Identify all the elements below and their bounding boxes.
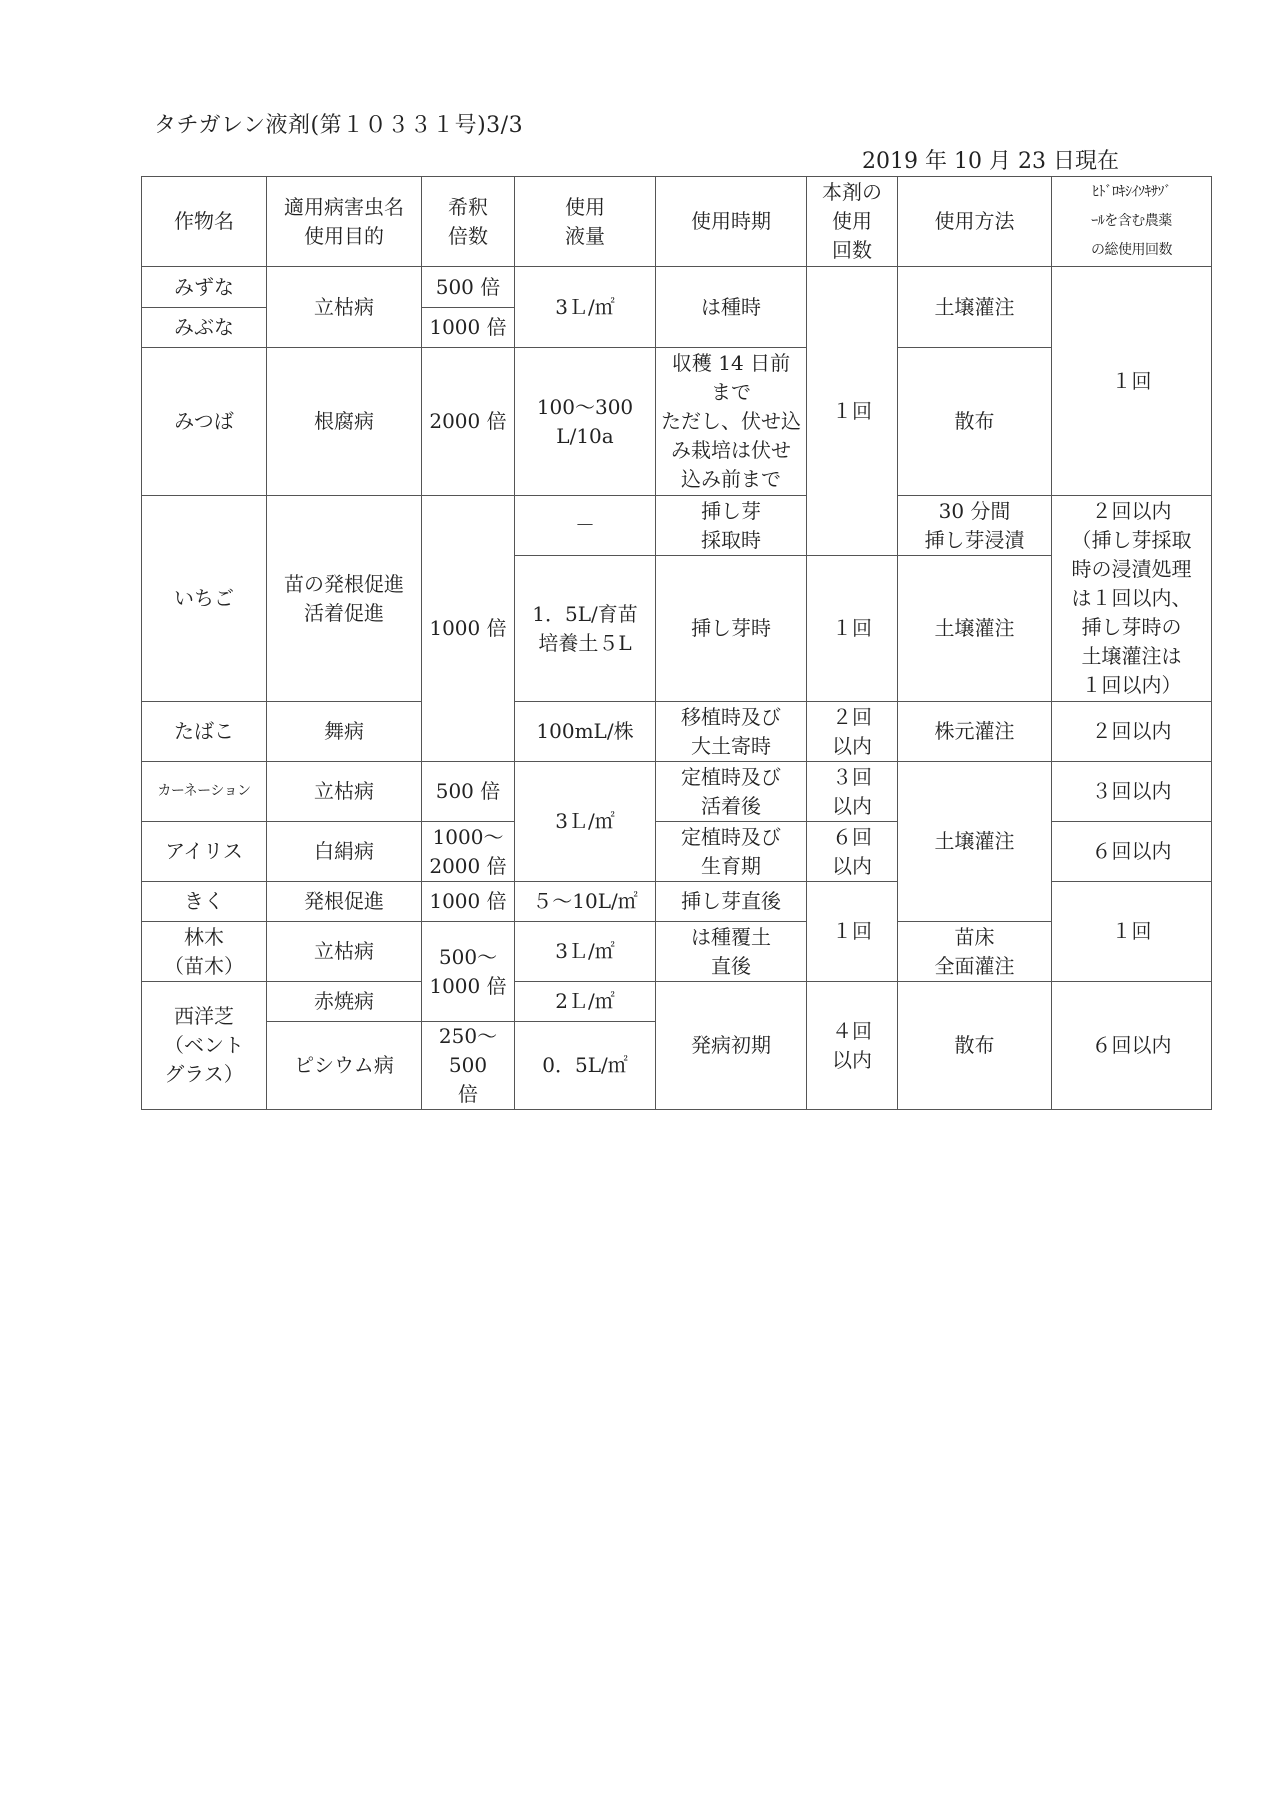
count-cell: ４回 以内	[807, 982, 898, 1110]
timing-cell: 発病初期	[656, 982, 807, 1110]
target-cell: 白絹病	[267, 822, 422, 882]
volume-cell: 100mL/株	[515, 702, 656, 762]
dilution-cell: 250～500 倍	[422, 1022, 515, 1110]
header-method: 使用方法	[898, 177, 1052, 267]
crop-cell: みぶな	[142, 308, 267, 348]
crop-cell: たばこ	[142, 702, 267, 762]
crop-cell: みずな	[142, 267, 267, 308]
count-cell: １回	[807, 267, 898, 556]
timing-cell: は種時	[656, 267, 807, 348]
crop-cell: きく	[142, 882, 267, 922]
timing-cell: 挿し芽直後	[656, 882, 807, 922]
volume-cell: 0．5L/㎡	[515, 1022, 656, 1110]
total-cell: ６回以内	[1052, 822, 1212, 882]
target-cell: 立枯病	[267, 267, 422, 348]
table-row	[142, 348, 1212, 496]
target-cell: 立枯病	[267, 922, 422, 982]
timing-cell: 挿し芽時	[656, 556, 807, 702]
total-cell: ３回以内	[1052, 762, 1212, 822]
volume-cell: 3Ｌ/㎡	[515, 267, 656, 348]
method-cell: 30 分間 挿し芽浸漬	[898, 496, 1052, 556]
header-count: 本剤の 使用 回数	[807, 177, 898, 267]
count-cell: ６回 以内	[807, 822, 898, 882]
volume-cell: 1．5L/育苗 培養土５L	[515, 556, 656, 702]
crop-cell: アイリス	[142, 822, 267, 882]
method-cell: 株元灌注	[898, 702, 1052, 762]
dilution-cell: 1000 倍	[422, 496, 515, 762]
method-cell: 散布	[898, 348, 1052, 496]
table-row	[142, 702, 1212, 762]
table-row	[142, 882, 1212, 922]
target-cell: 根腐病	[267, 348, 422, 496]
table-row	[142, 822, 1212, 882]
total-cell: ６回以内	[1052, 982, 1212, 1110]
target-cell: 赤焼病	[267, 982, 422, 1022]
timing-cell: 移植時及び 大土寄時	[656, 702, 807, 762]
volume-cell: 2Ｌ/㎡	[515, 982, 656, 1022]
registration-table	[141, 176, 1212, 1110]
table-header-row	[142, 177, 1212, 267]
target-cell: 発根促進	[267, 882, 422, 922]
document-title: タチガレン液剤(第１０３３１号)3/3	[154, 113, 524, 138]
target-cell: 立枯病	[267, 762, 422, 822]
header-timing: 使用時期	[656, 177, 807, 267]
count-cell: ２回 以内	[807, 702, 898, 762]
dilution-cell: 500 倍	[422, 267, 515, 308]
document-date: 2019 年 10 月 23 日現在	[862, 149, 1119, 174]
target-cell: 舞病	[267, 702, 422, 762]
target-cell: 苗の発根促進 活着促進	[267, 496, 422, 702]
count-cell: １回	[807, 882, 898, 982]
header-target: 適用病害虫名 使用目的	[267, 177, 422, 267]
dilution-cell: 1000～ 2000 倍	[422, 822, 515, 882]
crop-cell: いちご	[142, 496, 267, 702]
total-cell: １回	[1052, 267, 1212, 496]
volume-cell: ５～10L/㎡	[515, 882, 656, 922]
table-row	[142, 267, 1212, 308]
timing-cell: 定植時及び 活着後	[656, 762, 807, 822]
timing-cell: 挿し芽 採取時	[656, 496, 807, 556]
dilution-cell: 1000 倍	[422, 882, 515, 922]
crop-cell: カーネーション	[142, 762, 267, 822]
timing-cell: は種覆土 直後	[656, 922, 807, 982]
method-cell: 苗床 全面灌注	[898, 922, 1052, 982]
volume-cell: －	[515, 496, 656, 556]
target-cell: ピシウム病	[267, 1022, 422, 1110]
method-cell: 土壌灌注	[898, 762, 1052, 922]
header-volume: 使用 液量	[515, 177, 656, 267]
total-cell: ２回以内	[1052, 702, 1212, 762]
count-cell: １回	[807, 556, 898, 702]
method-cell: 土壌灌注	[898, 556, 1052, 702]
timing-cell: 収穫 14 日前 まで ただし、伏せ込 み栽培は伏せ 込み前まで	[656, 348, 807, 496]
crop-cell: 西洋芝 （ベント グラス）	[142, 982, 267, 1110]
header-dilution: 希釈 倍数	[422, 177, 515, 267]
crop-cell: 林木 （苗木）	[142, 922, 267, 982]
method-cell: 散布	[898, 982, 1052, 1110]
volume-cell: 100～300 L/10a	[515, 348, 656, 496]
dilution-cell: 2000 倍	[422, 348, 515, 496]
dilution-cell: 500 倍	[422, 762, 515, 822]
table-row	[142, 922, 1212, 982]
table-row	[142, 762, 1212, 822]
total-cell: ２回以内 （挿し芽採取 時の浸漬処理 は１回以内、 挿し芽時の 土壌灌注は １回以内）	[1052, 496, 1212, 702]
header-crop: 作物名	[142, 177, 267, 267]
table-row	[142, 496, 1212, 556]
count-cell: ３回 以内	[807, 762, 898, 822]
header-total: ﾋﾄﾞﾛｷｼｲｿｷｻｿﾞ ｰﾙを含む農薬 の総使用回数	[1052, 177, 1212, 267]
crop-cell: みつば	[142, 348, 267, 496]
timing-cell: 定植時及び 生育期	[656, 822, 807, 882]
table-row	[142, 982, 1212, 1022]
method-cell: 土壌灌注	[898, 267, 1052, 348]
total-cell: １回	[1052, 882, 1212, 982]
dilution-cell: 500～ 1000 倍	[422, 922, 515, 1022]
dilution-cell: 1000 倍	[422, 308, 515, 348]
volume-cell: 3Ｌ/㎡	[515, 762, 656, 882]
volume-cell: 3Ｌ/㎡	[515, 922, 656, 982]
